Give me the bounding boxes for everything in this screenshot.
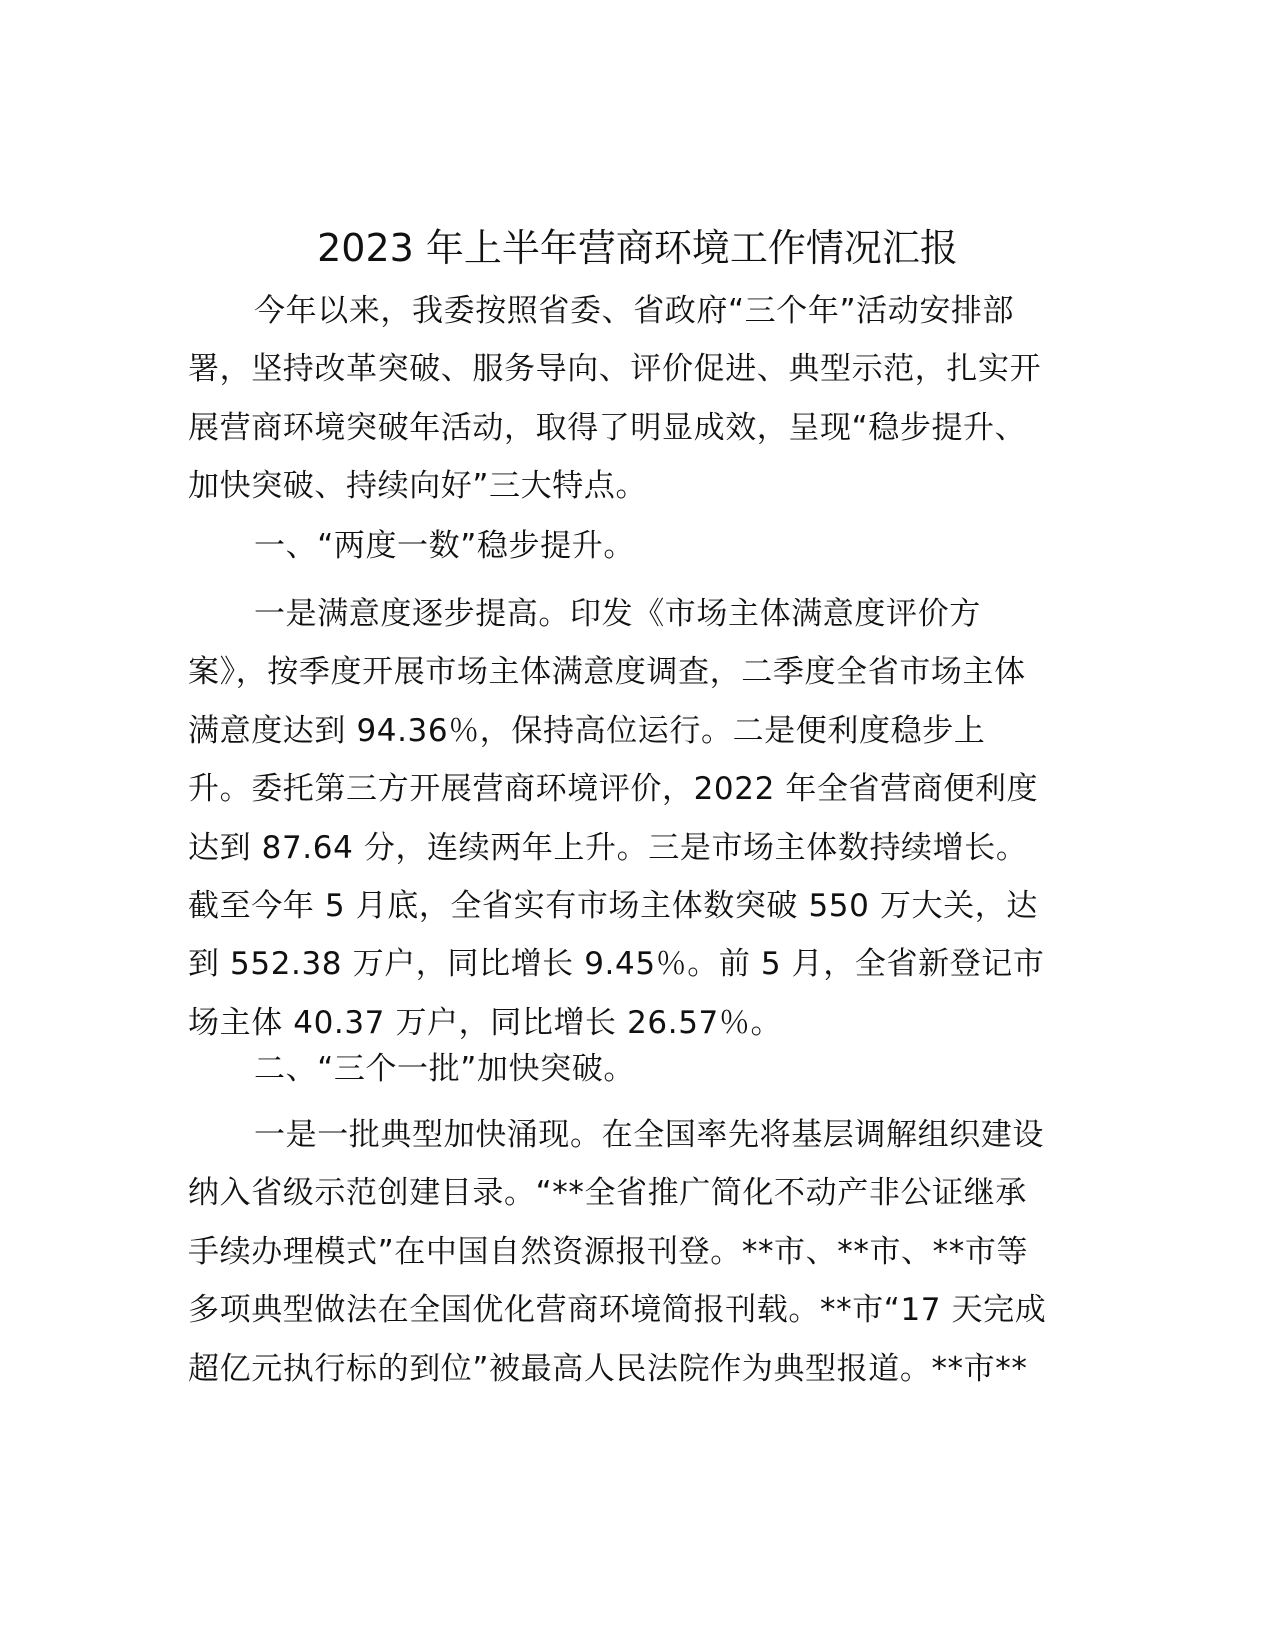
paragraph-line: 截至今年 5 月底，全省实有市场主体数突破 550 万大关，达 (188, 887, 1038, 924)
paragraph-line: 超亿元执行标的到位”被最高人民法院作为典型报道。**市** (188, 1350, 1028, 1387)
paragraph-section-one-body (188, 585, 1088, 1052)
paragraph-line: 手续办理模式”在中国自然资源报刊登。**市、**市、**市等 (188, 1233, 1029, 1270)
section-heading-text: 一、“两度一数”稳步提升。 (254, 528, 635, 564)
document-title: 2023 年上半年营商环境工作情况汇报 (317, 226, 958, 270)
paragraph-line: 纳入省级示范创建目录。“**全省推广简化不动产非公证继承 (188, 1175, 1027, 1212)
paragraph-line: 满意度达到 94.36％，保持高位运行。二是便利度稳步上 (188, 712, 986, 749)
paragraph-line: 到 552.38 万户，同比增长 9.45％。前 5 月，全省新登记市 (188, 946, 1045, 983)
paragraph-section-two-body (188, 1106, 1088, 1398)
paragraph-line: 署，坚持改革突破、服务导向、评价促进、典型示范，扎实开 (188, 351, 1042, 388)
paragraph-line: 场主体 40.37 万户，同比增长 26.57％。 (188, 1004, 783, 1041)
paragraph-line: 达到 87.64 分，连续两年上升。三是市场主体数持续增长。 (188, 829, 1028, 866)
paragraph-intro (188, 282, 1088, 516)
paragraph-line: 一是满意度逐步提高。印发《市场主体满意度评价方 (254, 596, 981, 632)
paragraph-line: 案》，按季度开展市场主体满意度调查，二季度全省市场主体 (188, 654, 1026, 691)
paragraph-line: 加快突破、持续向好”三大特点。 (188, 468, 648, 505)
section-heading-text: 二、“三个一批”加快突破。 (254, 1051, 635, 1087)
section-heading-one (188, 517, 1088, 575)
paragraph-line: 升。委托第三方开展营商环境评价，2022 年全省营商便利度 (188, 771, 1039, 808)
paragraph-line: 多项典型做法在全国优化营商环境简报刊载。**市“17 天完成 (188, 1292, 1047, 1329)
section-heading-two (188, 1040, 1088, 1098)
paragraph-line: 今年以来，我委按照省委、省政府“三个年”活动安排部 (254, 293, 1015, 329)
paragraph-line: 一是一批典型加快涌现。在全国率先将基层调解组织建设 (254, 1117, 1044, 1153)
paragraph-line: 展营商环境突破年活动，取得了明显成效，呈现“稳步提升、 (188, 409, 1027, 446)
